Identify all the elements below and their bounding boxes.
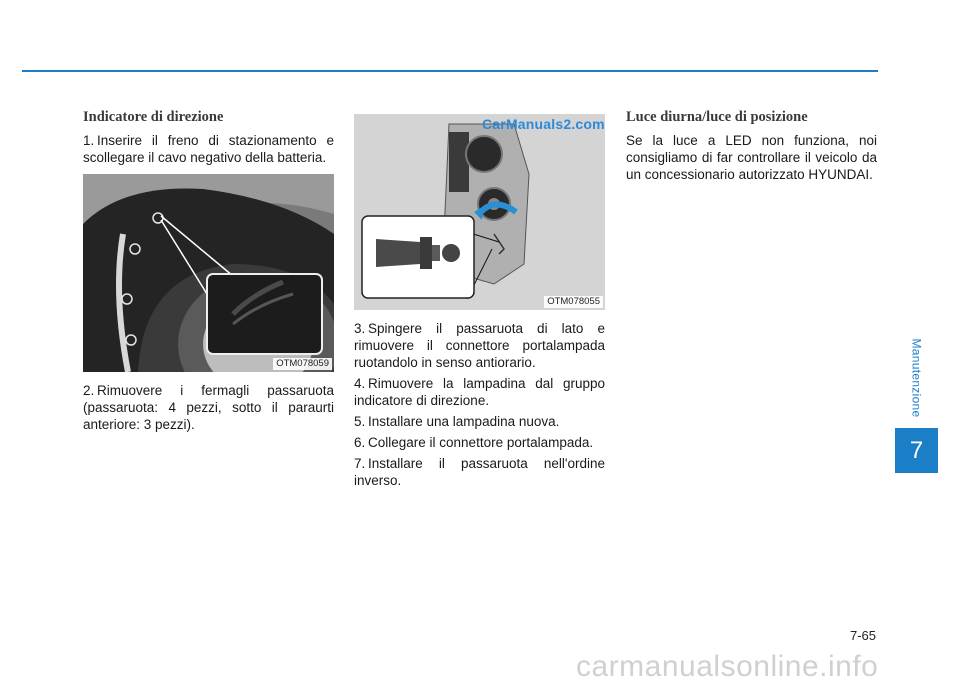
drl-heading: Luce diurna/luce di posizione — [626, 109, 808, 125]
figure-code: OTM078055 — [544, 296, 603, 308]
lamp-connector-illustration — [354, 114, 605, 310]
step-number: 1. — [83, 133, 95, 148]
page-number: 7-65 — [849, 628, 876, 643]
watermark: CarManuals2.com — [482, 116, 605, 132]
step-number: 3. — [354, 321, 366, 336]
step-text: Collegare il connettore portalampada. — [368, 435, 594, 450]
section-name: Manutenzione — [909, 338, 923, 417]
lamp-connector-figure — [354, 114, 605, 310]
top-rule — [22, 70, 878, 72]
chapter-tab: 7 — [895, 428, 938, 473]
wheel-guard-illustration — [83, 174, 334, 372]
turn-signal-heading: Indicatore di direzione — [83, 109, 224, 125]
section-side-label — [895, 330, 937, 425]
footer-watermark: carmanualsonline.info — [576, 650, 879, 683]
step-number: 5. — [354, 414, 366, 429]
middle-column — [354, 108, 605, 493]
left-column — [83, 108, 334, 437]
step-5 — [354, 413, 605, 430]
step-number: 2. — [83, 383, 95, 398]
step-1 — [83, 132, 334, 166]
step-3 — [354, 320, 605, 371]
step-text: Installare una lampadina nuova. — [368, 414, 560, 429]
step-6 — [354, 434, 605, 451]
step-number: 7. — [354, 456, 366, 471]
wheel-guard-figure — [83, 174, 334, 372]
step-text: Rimuovere i fermagli passaruota (passaruota: 4 pezzi, sotto il paraurti anteriore: 3 pezzi). — [83, 383, 334, 432]
step-text: Inserire il freno di stazionamento e scollegare il cavo negativo della batteria. — [83, 133, 334, 165]
step-text: Spingere il passaruota di lato e rimuovere il connettore portalampada ruotandolo in senso antiorario. — [354, 321, 605, 370]
step-number: 4. — [354, 376, 366, 391]
drl-text: Se la luce a LED non funziona, noi consigliamo di far controllare il veicolo da un concessionario autorizzato HYUNDAI. — [626, 133, 877, 182]
step-7 — [354, 455, 605, 489]
step-4 — [354, 375, 605, 409]
step-2 — [83, 382, 334, 433]
figure-code: OTM078059 — [273, 358, 332, 370]
right-column — [626, 108, 877, 183]
step-number: 6. — [354, 435, 366, 450]
step-text: Rimuovere la lampadina dal gruppo indicatore di direzione. — [354, 376, 605, 408]
step-text: Installare il passaruota nell'ordine inverso. — [354, 456, 605, 488]
